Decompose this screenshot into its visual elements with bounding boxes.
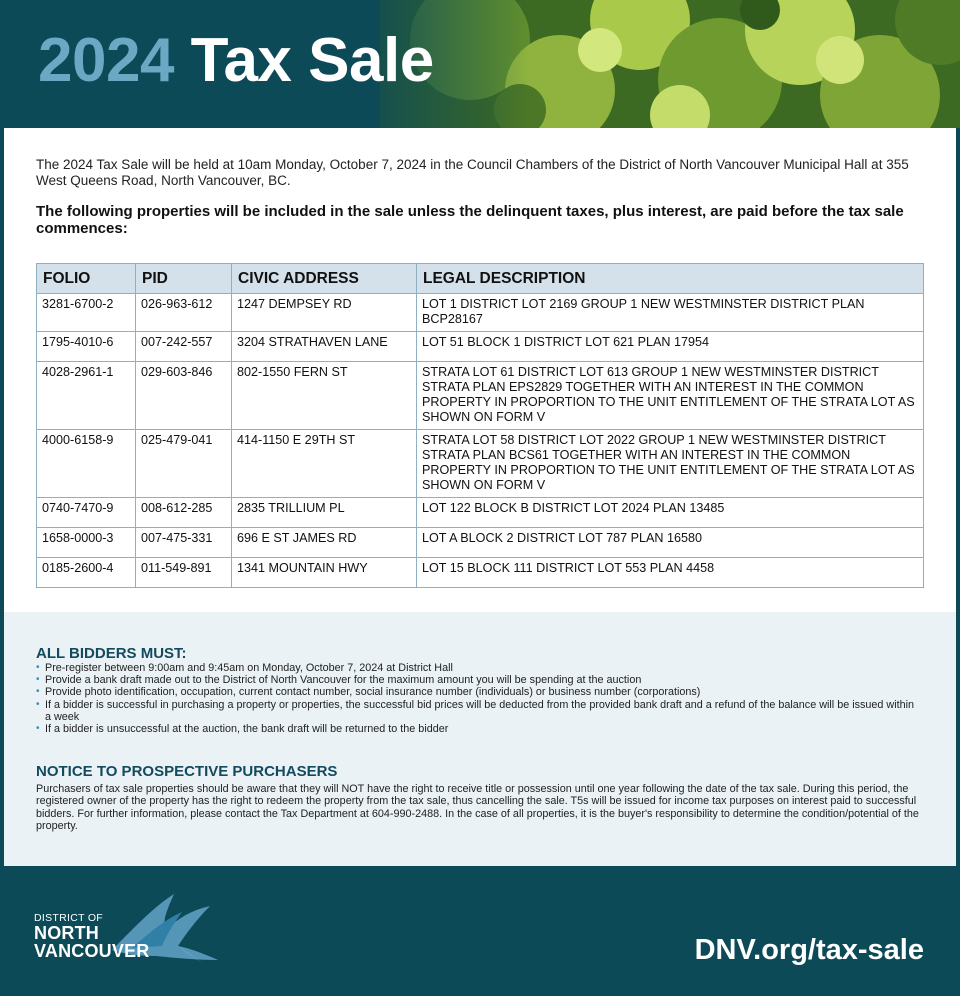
- list-item: • Provide photo identification, occupation, current contact number, social insurance number (individuals) or business number (corporations): [36, 686, 701, 699]
- cell-address: 802-1550 FERN ST: [232, 362, 417, 430]
- intro-paragraph: The 2024 Tax Sale will be held at 10am Monday, October 7, 2024 in the Council Chambers of the District of North Vancouver Municipal Hall at 355 West Queens Road, North Vancouver, BC.: [36, 157, 909, 188]
- cell-legal: LOT 122 BLOCK B DISTRICT LOT 2024 PLAN 13485: [417, 498, 924, 528]
- cell-legal: LOT A BLOCK 2 DISTRICT LOT 787 PLAN 16580: [417, 528, 924, 558]
- footer: [0, 866, 960, 996]
- list-item: • Provide a bank draft made out to the District of North Vancouver for the maximum amount you will be spending at the auction: [36, 674, 642, 687]
- table-row: [37, 362, 924, 430]
- cell-address: 696 E ST JAMES RD: [232, 528, 417, 558]
- cell-folio: 3281-6700-2: [37, 294, 136, 332]
- info-panel: [4, 612, 956, 866]
- header-pid: PID: [136, 264, 232, 294]
- cell-pid: 025-479-041: [136, 430, 232, 498]
- cell-pid: 008-612-285: [136, 498, 232, 528]
- table-row: [37, 528, 924, 558]
- title-year: 2024: [38, 26, 174, 95]
- cell-legal: STRATA LOT 58 DISTRICT LOT 2022 GROUP 1 NEW WESTMINSTER DISTRICT STRATA PLAN BCS61 TOGETHER WITH AN INTEREST IN THE COMMON PROPERTY IN PROPORTION TO THE UNIT ENTITLEMENT OF THE STRATA LOT AS SHOWN ON FORM V: [417, 430, 924, 498]
- bidders-heading: ALL BIDDERS MUST:: [36, 645, 187, 662]
- cell-legal: LOT 51 BLOCK 1 DISTRICT LOT 621 PLAN 17954: [417, 332, 924, 362]
- bullet-icon: •: [36, 686, 40, 698]
- cell-legal: LOT 15 BLOCK 111 DISTRICT LOT 553 PLAN 4458: [417, 558, 924, 588]
- notice-heading: NOTICE TO PROSPECTIVE PURCHASERS: [36, 763, 338, 780]
- notice-paragraph: Purchasers of tax sale properties should be aware that they will NOT have the right to receive title or possession until one year following the date of the tax sale. During this period, the registered owner of the property has the right to redeem the property from the tax sale, thus cancelling the sale. T5s will be issued for income tax purposes on interest paid to successful bidders. For further information, please contact the Tax Department at 604-990-2488. In the case of all properties, it is the buyer's responsibility to determine the condition/potential of the property.: [36, 783, 919, 833]
- list-item: • Pre-register between 9:00am and 9:45am on Monday, October 7, 2024 at District Hall: [36, 662, 453, 674]
- website-link[interactable]: DNV.org/tax-sale: [694, 934, 924, 966]
- cell-folio: 1658-0000-3: [37, 528, 136, 558]
- page-title: [38, 26, 434, 95]
- table-row: [37, 430, 924, 498]
- header-legal-description: LEGAL DESCRIPTION: [417, 264, 924, 294]
- logo-vancouver: VANCOUVER: [34, 941, 150, 961]
- cell-folio: 4028-2961-1: [37, 362, 136, 430]
- list-item: • If a bidder is successful in purchasing a property or properties, the successful bid prices will be deducted from the provided bank draft and a refund of the balance will be issued within a week: [36, 698, 915, 723]
- cell-legal: LOT 1 DISTRICT LOT 2169 GROUP 1 NEW WESTMINSTER DISTRICT PLAN BCP28167: [417, 294, 924, 332]
- cell-address: 1247 DEMPSEY RD: [232, 294, 417, 332]
- cell-folio: 4000-6158-9: [37, 430, 136, 498]
- cell-pid: 026-963-612: [136, 294, 232, 332]
- bidders-list: [36, 662, 916, 735]
- header-banner: [0, 0, 960, 128]
- cell-pid: 007-475-331: [136, 528, 232, 558]
- table-row: [37, 294, 924, 332]
- logo-district-of: DISTRICT OF: [34, 912, 104, 924]
- table-row: [37, 558, 924, 588]
- cell-pid: 011-549-891: [136, 558, 232, 588]
- bullet-icon: •: [36, 674, 40, 686]
- cell-address: 3204 STRATHAVEN LANE: [232, 332, 417, 362]
- header-civic-address: CIVIC ADDRESS: [232, 264, 417, 294]
- properties-table: [36, 263, 924, 588]
- main-content: [4, 128, 956, 612]
- lead-paragraph: The following properties will be included in the sale unless the delinquent taxes, plus interest, are paid before the tax sale commences:: [36, 203, 904, 237]
- cell-address: 2835 TRILLIUM PL: [232, 498, 417, 528]
- table-header-row: [37, 264, 924, 294]
- dnv-logo: [34, 890, 224, 970]
- cell-folio: 0185-2600-4: [37, 558, 136, 588]
- cell-legal: STRATA LOT 61 DISTRICT LOT 613 GROUP 1 NEW WESTMINSTER DISTRICT STRATA PLAN EPS2829 TOGETHER WITH AN INTEREST IN THE COMMON PROPERTY IN PROPORTION TO THE UNIT ENTITLEMENT OF THE STRATA LOT AS SHOWN ON FORM V: [417, 362, 924, 430]
- cell-pid: 029-603-846: [136, 362, 232, 430]
- bullet-icon: •: [36, 698, 40, 710]
- header-folio: FOLIO: [37, 264, 136, 294]
- bullet-icon: •: [36, 723, 40, 735]
- cell-address: 414-1150 E 29TH ST: [232, 430, 417, 498]
- table-row: [37, 332, 924, 362]
- table-row: [37, 498, 924, 528]
- cell-address: 1341 MOUNTAIN HWY: [232, 558, 417, 588]
- bullet-icon: •: [36, 662, 40, 673]
- cell-folio: 1795-4010-6: [37, 332, 136, 362]
- cell-folio: 0740-7470-9: [37, 498, 136, 528]
- list-item: • If a bidder is unsuccessful at the auction, the bank draft will be returned to the bidder: [36, 723, 449, 736]
- logo-north: NORTH: [34, 923, 99, 943]
- cell-pid: 007-242-557: [136, 332, 232, 362]
- title-text: Tax Sale: [190, 26, 434, 95]
